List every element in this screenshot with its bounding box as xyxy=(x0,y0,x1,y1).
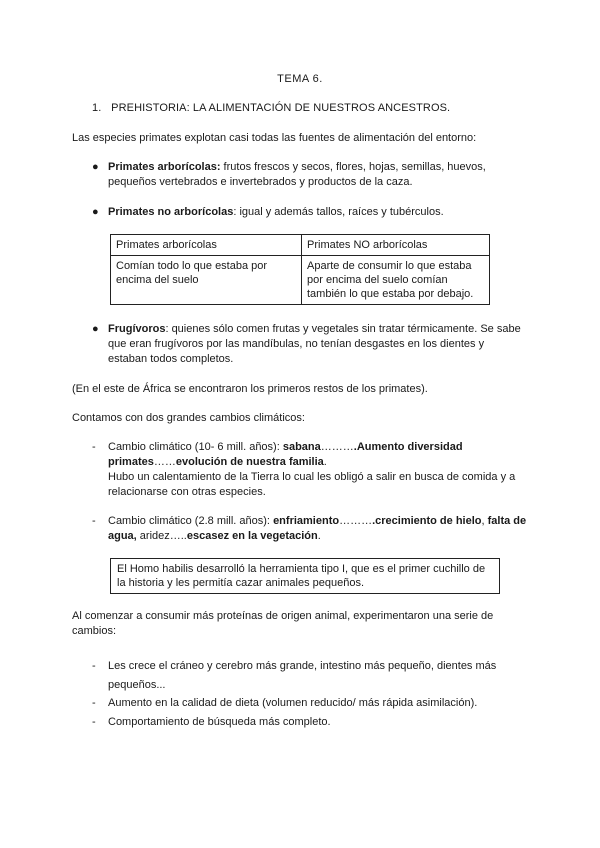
cambio-dots: aridez….. xyxy=(136,530,187,542)
primates-table xyxy=(110,234,490,305)
cambio-text: . xyxy=(317,530,321,542)
bullet-frugivoros xyxy=(92,322,526,367)
section-heading xyxy=(92,101,450,116)
cambio-dots: ……… xyxy=(339,515,373,527)
list-item-text: Comportamiento de búsqueda más completo. xyxy=(108,716,331,728)
dash-marker: - xyxy=(92,716,96,728)
bullet-bold: Frugívoros xyxy=(108,323,166,335)
bullet-no-arboricolas xyxy=(92,205,526,220)
cambio-climatico-1 xyxy=(92,440,532,500)
cambio-bold: falta de agua, xyxy=(108,515,527,542)
bullet-marker: ● xyxy=(92,323,99,335)
bullet-marker: ● xyxy=(92,161,99,173)
cambio-bold: enfriamiento xyxy=(273,515,340,527)
list-item xyxy=(92,696,532,711)
dash-marker: - xyxy=(92,441,96,453)
cambio-text: . xyxy=(323,456,327,468)
cambio-bold: evolución de nuestra familia xyxy=(175,456,324,468)
cambio-climatico-2 xyxy=(92,514,532,544)
dash-marker: - xyxy=(92,515,96,527)
list-item-text: Aumento en la calidad de dieta (volumen reducido/ más rápida asimilación). xyxy=(108,697,478,709)
cambios-intro: Contamos con dos grandes cambios climáticos: xyxy=(72,412,305,424)
bullet-arboricolas xyxy=(92,160,526,190)
bullet-text: frutos frescos y secos, flores, hojas, semillas, huevos, pequeños vertebrados e invertebrados y productos de la caza. xyxy=(108,161,486,188)
cambio-bold: .crecimiento de hielo xyxy=(372,515,482,527)
cambio-bold: escasez en la vegetación xyxy=(186,530,318,542)
cambio-text: Hubo un calentamiento de la Tierra lo cual les obligó a salir en busca de comida y a relacionarse con otras especies. xyxy=(108,471,516,498)
document-title: TEMA 6. xyxy=(277,73,323,85)
bullet-text: : igual y además tallos, raíces y tubérculos. xyxy=(233,206,444,218)
table-header-row xyxy=(111,235,490,256)
list-item xyxy=(92,715,532,730)
cambio-dots: ……… xyxy=(320,441,354,453)
table-cell: Comían todo lo que estaba por encima del suelo xyxy=(111,256,302,305)
bullet-bold: Primates no arborícolas xyxy=(108,206,234,218)
cambio-text: Cambio climático (10- 6 mill. años): xyxy=(108,441,283,453)
dash-marker: - xyxy=(92,697,96,709)
intro-paragraph: Las especies primates explotan casi todas las fuentes de alimentación del entorno: xyxy=(72,132,477,144)
table-header-cell: Primates NO arborícolas xyxy=(302,235,490,256)
dash-marker: - xyxy=(92,660,96,672)
list-item xyxy=(92,657,532,695)
section-heading-text: PREHISTORIA: LA ALIMENTACIÓN DE NUESTROS ANCESTROS. xyxy=(111,102,451,114)
africa-paragraph: (En el este de África se encontraron los primeros restos de los primates). xyxy=(72,383,428,395)
section-number: 1. xyxy=(92,102,102,114)
cambio-bold: sabana xyxy=(282,441,321,453)
table-row xyxy=(111,256,490,305)
homo-habilis-box: El Homo habilis desarrolló la herramienta tipo I, que es el primer cuchillo de la historia y les permitía cazar animales pequeños. xyxy=(110,558,500,594)
cambio-bold: .Aumento diversidad primates xyxy=(108,441,463,468)
cambio-text: , xyxy=(481,515,488,527)
table-cell: Aparte de consumir lo que estaba por encima del suelo comían también lo que estaba por debajo. xyxy=(302,256,490,305)
bullet-marker: ● xyxy=(92,206,99,218)
bullet-text: : quienes sólo comen frutas y vegetales sin tratar térmicamente. Se sabe que eran frugívoros por las mandíbulas, no tenían desgastes en los dientes y estaban todos completos. xyxy=(108,323,521,365)
list-item-text: Les crece el cráneo y cerebro más grande, intestino más pequeño, dientes más pequeños... xyxy=(108,660,497,691)
cambio-text: Cambio climático (2.8 mill. años): xyxy=(108,515,274,527)
bullet-bold: Primates arborícolas: xyxy=(108,161,221,173)
cambio-dots: …… xyxy=(153,456,176,468)
table-header-cell: Primates arborícolas xyxy=(111,235,302,256)
proteinas-paragraph: Al comenzar a consumir más proteínas de origen animal, experimentaron una serie de cambios: xyxy=(72,610,494,637)
